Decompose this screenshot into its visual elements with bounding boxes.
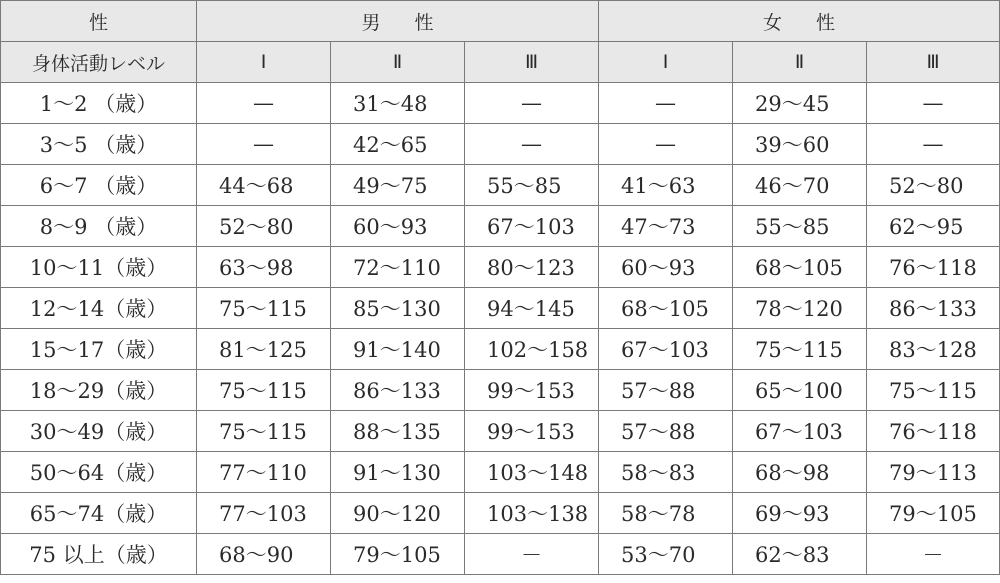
no-value-cell: — — [599, 83, 733, 124]
male-header: 男 性 — [197, 1, 599, 42]
value-cell: 65～100 — [733, 370, 867, 411]
table-row — [1, 288, 1000, 329]
value-cell: 99～153 — [465, 411, 599, 452]
value-cell: 85～130 — [331, 288, 465, 329]
no-value-cell: — — [465, 124, 599, 165]
value-cell: 103～138 — [465, 493, 599, 534]
value-cell: 57～88 — [599, 411, 733, 452]
no-value-cell: — — [867, 124, 1000, 165]
female-header: 女 性 — [599, 1, 1000, 42]
value-cell: 102～158 — [465, 329, 599, 370]
activity-level-header: 身体活動レベル — [1, 42, 197, 83]
value-cell: 63～98 — [197, 247, 331, 288]
value-cell: 58～83 — [599, 452, 733, 493]
value-cell: 75～115 — [733, 329, 867, 370]
value-cell: 77～110 — [197, 452, 331, 493]
value-cell: 62～83 — [733, 534, 867, 575]
value-cell: 75～115 — [197, 288, 331, 329]
value-cell: 53～70 — [599, 534, 733, 575]
value-cell: 68～90 — [197, 534, 331, 575]
value-cell: 91～130 — [331, 452, 465, 493]
value-cell: 67～103 — [465, 206, 599, 247]
value-cell: 57～88 — [599, 370, 733, 411]
age-group-cell: 3～5 （歳） — [1, 124, 197, 165]
table-row — [1, 370, 1000, 411]
value-cell: 75～115 — [197, 411, 331, 452]
value-cell: 79～113 — [867, 452, 1000, 493]
value-cell: 44～68 — [197, 165, 331, 206]
value-cell: 67～103 — [599, 329, 733, 370]
value-cell: 68～98 — [733, 452, 867, 493]
male-level-2: Ⅱ — [331, 42, 465, 83]
age-group-cell: 75 以上（歳） — [1, 534, 197, 575]
value-cell: 103～148 — [465, 452, 599, 493]
value-cell: 39～60 — [733, 124, 867, 165]
value-cell: 55～85 — [465, 165, 599, 206]
table-row — [1, 247, 1000, 288]
no-value-cell: － — [465, 534, 599, 575]
value-cell: 55～85 — [733, 206, 867, 247]
value-cell: 79～105 — [331, 534, 465, 575]
no-value-cell: — — [867, 83, 1000, 124]
age-group-cell: 65～74（歳） — [1, 493, 197, 534]
value-cell: 91～140 — [331, 329, 465, 370]
value-cell: 99～153 — [465, 370, 599, 411]
value-cell: 46～70 — [733, 165, 867, 206]
age-group-cell: 12～14（歳） — [1, 288, 197, 329]
no-value-cell: — — [197, 124, 331, 165]
value-cell: 60～93 — [331, 206, 465, 247]
value-cell: 80～123 — [465, 247, 599, 288]
value-cell: 52～80 — [867, 165, 1000, 206]
header-row-sex — [1, 1, 1000, 42]
no-value-cell: － — [867, 534, 1000, 575]
value-cell: 75～115 — [867, 370, 1000, 411]
table-row — [1, 452, 1000, 493]
value-cell: 29～45 — [733, 83, 867, 124]
female-level-3: Ⅲ — [867, 42, 1000, 83]
female-level-1: Ⅰ — [599, 42, 733, 83]
table-row — [1, 83, 1000, 124]
value-cell: 79～105 — [867, 493, 1000, 534]
no-value-cell: — — [197, 83, 331, 124]
value-cell: 75～115 — [197, 370, 331, 411]
value-cell: 60～93 — [599, 247, 733, 288]
table-row — [1, 124, 1000, 165]
value-cell: 31～48 — [331, 83, 465, 124]
table-body — [1, 83, 1000, 575]
value-cell: 81～125 — [197, 329, 331, 370]
table-row — [1, 206, 1000, 247]
male-level-1: Ⅰ — [197, 42, 331, 83]
value-cell: 76～118 — [867, 411, 1000, 452]
age-group-cell: 50～64（歳） — [1, 452, 197, 493]
value-cell: 41～63 — [599, 165, 733, 206]
female-level-2: Ⅱ — [733, 42, 867, 83]
value-cell: 78～120 — [733, 288, 867, 329]
value-cell: 68～105 — [599, 288, 733, 329]
value-cell: 90～120 — [331, 493, 465, 534]
value-cell: 58～78 — [599, 493, 733, 534]
value-cell: 52～80 — [197, 206, 331, 247]
male-level-3: Ⅲ — [465, 42, 599, 83]
value-cell: 62～95 — [867, 206, 1000, 247]
value-cell: 86～133 — [867, 288, 1000, 329]
age-group-cell: 15～17（歳） — [1, 329, 197, 370]
value-cell: 72～110 — [331, 247, 465, 288]
sex-header: 性 — [1, 1, 197, 42]
value-cell: 47～73 — [599, 206, 733, 247]
no-value-cell: — — [465, 83, 599, 124]
value-cell: 86～133 — [331, 370, 465, 411]
table-row — [1, 165, 1000, 206]
value-cell: 69～93 — [733, 493, 867, 534]
table-row — [1, 493, 1000, 534]
table-row — [1, 534, 1000, 575]
value-cell: 88～135 — [331, 411, 465, 452]
value-cell: 42～65 — [331, 124, 465, 165]
no-value-cell: — — [599, 124, 733, 165]
table-row — [1, 329, 1000, 370]
age-group-cell: 18～29（歳） — [1, 370, 197, 411]
age-group-cell: 30～49（歳） — [1, 411, 197, 452]
value-cell: 68～105 — [733, 247, 867, 288]
age-group-cell: 8～9 （歳） — [1, 206, 197, 247]
value-cell: 77～103 — [197, 493, 331, 534]
age-group-cell: 10～11（歳） — [1, 247, 197, 288]
value-cell: 49～75 — [331, 165, 465, 206]
table-row — [1, 411, 1000, 452]
value-cell: 67～103 — [733, 411, 867, 452]
value-cell: 83～128 — [867, 329, 1000, 370]
header-row-activity — [1, 42, 1000, 83]
age-group-cell: 6～7 （歳） — [1, 165, 197, 206]
age-group-cell: 1～2 （歳） — [1, 83, 197, 124]
value-cell: 76～118 — [867, 247, 1000, 288]
value-cell: 94～145 — [465, 288, 599, 329]
